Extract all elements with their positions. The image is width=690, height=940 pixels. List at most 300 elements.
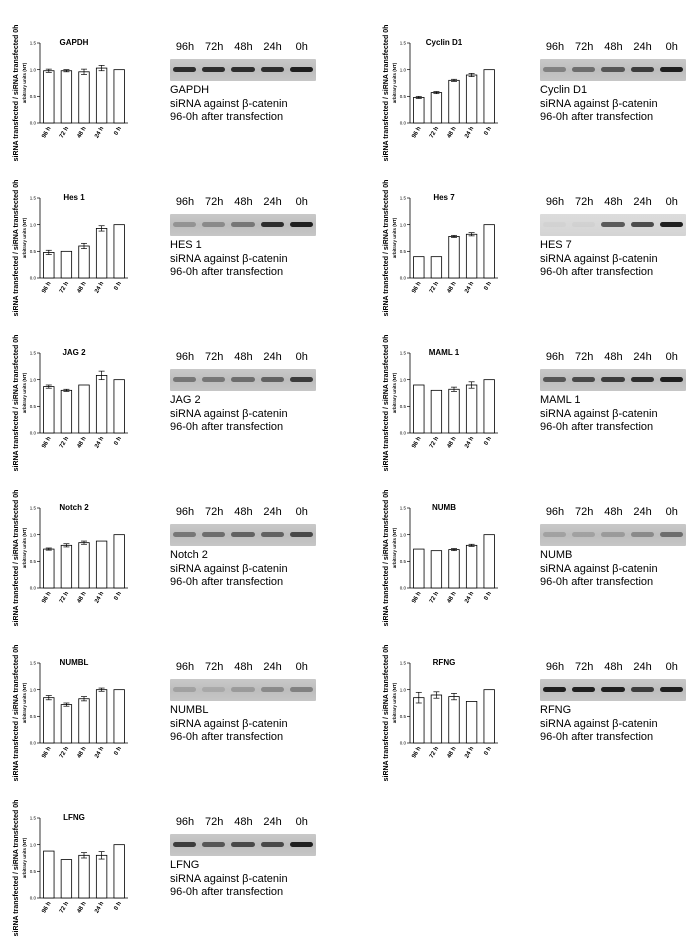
chart-title: Hes 1	[63, 193, 85, 202]
x-tick-label: 96 h	[41, 126, 53, 140]
lane-label: 0h	[665, 506, 678, 518]
y-axis-label: siRNA transfected / siRNA transfected 0h	[383, 644, 390, 782]
chart-title: RFNG	[432, 658, 456, 667]
gel-blot	[170, 369, 316, 391]
lane-label: 96h	[175, 661, 195, 673]
y-axis-sublabel: arbitrary units (NT)	[392, 217, 397, 259]
lane-label: 0h	[665, 41, 678, 53]
x-tick-label: 96 h	[411, 746, 423, 760]
gel-band	[601, 377, 624, 382]
bar	[466, 545, 477, 588]
x-tick-label: 72 h	[428, 746, 441, 760]
y-axis-sublabel: arbitrary units (NT)	[392, 62, 397, 104]
x-tick-label: 0 h	[483, 591, 493, 602]
gel-blot	[540, 524, 686, 546]
gel-band	[261, 377, 284, 382]
x-tick-label: 0 h	[113, 126, 123, 137]
gel-band	[660, 687, 683, 692]
blot-caption	[170, 84, 288, 125]
caption-sirna: siRNA against β-catenin	[170, 717, 288, 730]
x-tick-label: 24 h	[464, 436, 476, 450]
bar	[414, 97, 425, 123]
lane-label: 72h	[205, 351, 224, 363]
caption-time: 96-0h after transfection	[540, 266, 654, 278]
gel-band	[631, 532, 654, 537]
lane-label: 24h	[633, 351, 652, 363]
lane-label: 24h	[633, 661, 652, 673]
bar	[44, 698, 55, 743]
gel-band	[631, 377, 654, 382]
panel-numb	[380, 480, 690, 630]
y-tick-label: 0.0	[29, 895, 36, 901]
lane-label: 24h	[263, 41, 282, 53]
bar	[114, 225, 125, 278]
gel-band	[290, 532, 313, 537]
y-tick-label: 1.0	[399, 687, 406, 693]
bar	[44, 851, 55, 898]
gel-band	[572, 532, 595, 537]
y-tick-label: 1.0	[29, 687, 36, 693]
y-tick-label: 0.0	[399, 585, 406, 591]
chart-title: NUMBL	[59, 658, 89, 667]
lane-label: 0h	[295, 196, 308, 208]
gel-band	[202, 67, 225, 72]
y-tick-label: 0.0	[399, 275, 406, 281]
panel-jag-2	[10, 325, 340, 475]
caption-time: 96-0h after transfection	[170, 731, 284, 743]
chart-title: JAG 2	[62, 348, 86, 357]
gel-blot	[170, 524, 316, 546]
lane-label: 48h	[234, 661, 253, 673]
gel-band	[173, 532, 196, 537]
lane-label: 0h	[295, 351, 308, 363]
lane-label: 72h	[575, 661, 594, 673]
y-axis-label: siRNA transfected / siRNA transfected 0h	[13, 179, 20, 317]
panel-rfng	[380, 635, 690, 785]
y-axis-sublabel: arbitrary units (NT)	[22, 527, 27, 569]
y-axis-sublabel: arbitrary units (NT)	[22, 372, 27, 414]
x-tick-label: 96 h	[41, 746, 53, 760]
y-tick-label: 1.5	[29, 660, 36, 666]
blot-caption	[540, 84, 658, 125]
x-tick-label: 0 h	[483, 746, 493, 757]
bar	[96, 855, 107, 898]
y-tick-label: 1.0	[29, 532, 36, 538]
gel-band	[543, 222, 566, 227]
gel-band	[231, 532, 254, 537]
lane-label: 48h	[604, 351, 623, 363]
panel-hes-7	[380, 170, 690, 320]
x-tick-label: 48 h	[446, 746, 458, 760]
gel-band	[631, 222, 654, 227]
x-tick-label: 48 h	[76, 591, 88, 605]
bar	[431, 695, 442, 743]
lane-label: 0h	[665, 661, 678, 673]
gel-band	[231, 842, 254, 847]
lane-label: 96h	[545, 41, 565, 53]
x-tick-label: 96 h	[41, 281, 53, 295]
gel-band	[173, 842, 196, 847]
lane-label: 24h	[263, 816, 282, 828]
x-tick-label: 24 h	[464, 126, 476, 140]
caption-gene: JAG 2	[170, 394, 201, 406]
gel-band	[231, 377, 254, 382]
x-tick-label: 72 h	[58, 436, 71, 450]
lane-label: 0h	[295, 661, 308, 673]
y-axis-label: siRNA transfected / siRNA transfected 0h	[13, 489, 20, 627]
gel-band	[173, 222, 196, 227]
bar	[79, 385, 90, 433]
bar	[44, 387, 55, 433]
panel-lfng	[10, 790, 340, 940]
caption-time: 96-0h after transfection	[540, 111, 654, 123]
lane-label: 72h	[205, 506, 224, 518]
x-tick-label: 0 h	[113, 281, 123, 292]
gel-band	[601, 67, 624, 72]
y-tick-label: 0.5	[399, 558, 406, 564]
x-tick-label: 48 h	[76, 436, 88, 450]
x-tick-label: 96 h	[411, 281, 423, 295]
x-tick-label: 48 h	[76, 281, 88, 295]
blot-caption	[540, 394, 658, 435]
gel-band	[660, 222, 683, 227]
bar	[114, 845, 125, 898]
gel-band	[290, 222, 313, 227]
y-tick-label: 0.0	[399, 120, 406, 126]
gel-band	[572, 377, 595, 382]
bar-chart	[380, 15, 530, 165]
x-tick-label: 48 h	[446, 126, 458, 140]
caption-sirna: siRNA against β-catenin	[540, 407, 658, 420]
x-tick-label: 0 h	[113, 436, 123, 447]
gel-band	[631, 687, 654, 692]
caption-sirna: siRNA against β-catenin	[540, 252, 658, 265]
y-tick-label: 1.5	[399, 660, 406, 666]
x-tick-label: 24 h	[94, 126, 106, 140]
gel-band	[290, 377, 313, 382]
x-tick-label: 24 h	[464, 281, 476, 295]
caption-gene: NUMB	[540, 549, 573, 561]
gel-band	[543, 532, 566, 537]
y-tick-label: 1.0	[29, 67, 36, 73]
bar-chart	[380, 635, 530, 785]
y-tick-label: 1.5	[29, 195, 36, 201]
gel-band	[173, 67, 196, 72]
gel-blot	[170, 59, 316, 81]
lane-label: 0h	[665, 196, 678, 208]
bar	[79, 246, 90, 278]
y-tick-label: 0.0	[29, 585, 36, 591]
y-tick-label: 0.5	[29, 713, 36, 719]
gel-band	[202, 842, 225, 847]
bar	[466, 701, 477, 743]
y-axis-sublabel: arbitrary units (NT)	[22, 682, 27, 724]
bar-chart	[380, 325, 530, 475]
blot-caption	[170, 394, 288, 435]
x-tick-label: 96 h	[41, 436, 53, 450]
gel-blot	[540, 59, 686, 81]
x-tick-label: 48 h	[76, 746, 88, 760]
gel-band	[290, 67, 313, 72]
gel-band	[572, 687, 595, 692]
chart-title: GAPDH	[59, 38, 89, 47]
caption-gene: MAML 1	[540, 394, 581, 406]
lane-label: 96h	[545, 196, 565, 208]
caption-gene: HES 7	[540, 239, 572, 251]
blot-caption	[540, 704, 658, 745]
y-axis-sublabel: arbitrary units (NT)	[22, 217, 27, 259]
bar	[61, 251, 72, 278]
y-tick-label: 1.0	[29, 222, 36, 228]
bar	[431, 551, 442, 588]
y-tick-label: 1.0	[399, 532, 406, 538]
bar	[61, 545, 72, 588]
caption-gene: HES 1	[170, 239, 202, 251]
panel-cyclin-d1	[380, 15, 690, 165]
y-tick-label: 1.0	[399, 377, 406, 383]
caption-time: 96-0h after transfection	[170, 576, 284, 588]
bar	[484, 225, 495, 278]
gel-band	[543, 687, 566, 692]
blot-caption	[170, 704, 288, 745]
panel-numbl	[10, 635, 340, 785]
x-tick-label: 72 h	[58, 281, 71, 295]
gel-band	[601, 222, 624, 227]
x-tick-label: 96 h	[411, 126, 423, 140]
bar	[431, 257, 442, 278]
blot-caption	[170, 549, 288, 590]
x-tick-label: 24 h	[464, 591, 476, 605]
bar-chart	[10, 325, 160, 475]
gel-band	[660, 67, 683, 72]
bar	[431, 390, 442, 433]
bar	[61, 71, 72, 123]
gel-blot	[540, 214, 686, 236]
caption-time: 96-0h after transfection	[170, 266, 284, 278]
gel-band	[261, 532, 284, 537]
x-tick-label: 24 h	[94, 901, 106, 915]
y-tick-label: 1.5	[399, 195, 406, 201]
caption-sirna: siRNA against β-catenin	[170, 872, 288, 885]
x-tick-label: 72 h	[428, 126, 441, 140]
panel-hes-1	[10, 170, 340, 320]
gel-band	[202, 222, 225, 227]
y-tick-label: 0.5	[399, 713, 406, 719]
bar	[79, 699, 90, 743]
caption-gene: LFNG	[170, 859, 200, 871]
y-tick-label: 1.0	[399, 222, 406, 228]
x-tick-label: 48 h	[446, 281, 458, 295]
bar	[431, 93, 442, 123]
caption-sirna: siRNA against β-catenin	[170, 97, 288, 110]
lane-label: 96h	[175, 816, 195, 828]
gel-band	[202, 687, 225, 692]
gel-band	[601, 532, 624, 537]
lane-label: 0h	[295, 41, 308, 53]
chart-title: MAML 1	[428, 348, 460, 357]
lane-label: 0h	[295, 506, 308, 518]
bar	[484, 70, 495, 123]
gel-blot	[170, 834, 316, 856]
bar	[484, 535, 495, 588]
y-axis-sublabel: arbitrary units (NT)	[392, 527, 397, 569]
bar	[114, 70, 125, 123]
bar	[79, 72, 90, 123]
bar-chart	[10, 170, 160, 320]
blot-caption	[170, 239, 288, 280]
y-tick-label: 1.0	[29, 377, 36, 383]
caption-time: 96-0h after transfection	[540, 576, 654, 588]
y-tick-label: 0.5	[29, 868, 36, 874]
y-tick-label: 1.5	[29, 40, 36, 46]
caption-gene: Notch 2	[170, 549, 208, 561]
caption-gene: NUMBL	[170, 704, 209, 716]
lane-label: 96h	[545, 661, 565, 673]
gel-band	[261, 222, 284, 227]
x-tick-label: 72 h	[428, 436, 441, 450]
x-tick-label: 48 h	[446, 436, 458, 450]
x-tick-label: 0 h	[483, 281, 493, 292]
x-tick-label: 72 h	[58, 591, 71, 605]
gel-band	[173, 687, 196, 692]
bar	[96, 541, 107, 588]
bar	[114, 535, 125, 588]
y-tick-label: 1.5	[29, 350, 36, 356]
bar	[96, 68, 107, 123]
bar	[79, 855, 90, 898]
x-tick-label: 0 h	[483, 126, 493, 137]
gel-band	[261, 842, 284, 847]
lane-label: 24h	[633, 506, 652, 518]
gel-band	[543, 377, 566, 382]
y-axis-sublabel: arbitrary units (NT)	[22, 62, 27, 104]
lane-label: 48h	[234, 41, 253, 53]
y-tick-label: 1.5	[29, 505, 36, 511]
caption-sirna: siRNA against β-catenin	[170, 252, 288, 265]
gel-band	[231, 687, 254, 692]
lane-label: 0h	[665, 351, 678, 363]
bar	[44, 252, 55, 278]
x-tick-label: 96 h	[41, 901, 53, 915]
gel-band	[290, 842, 313, 847]
panel-gapdh	[10, 15, 340, 165]
y-axis-label: siRNA transfected / siRNA transfected 0h	[383, 489, 390, 627]
bar	[466, 75, 477, 123]
bar	[96, 228, 107, 278]
lane-label: 96h	[175, 41, 195, 53]
x-tick-label: 0 h	[113, 746, 123, 757]
y-tick-label: 0.5	[399, 403, 406, 409]
x-tick-label: 24 h	[94, 591, 106, 605]
caption-sirna: siRNA against β-catenin	[540, 97, 658, 110]
x-tick-label: 24 h	[94, 281, 106, 295]
lane-label: 48h	[604, 661, 623, 673]
bar-chart	[380, 480, 530, 630]
y-tick-label: 1.5	[29, 815, 36, 821]
bar-chart	[10, 635, 160, 785]
x-tick-label: 0 h	[113, 591, 123, 602]
bar	[61, 705, 72, 743]
bar	[114, 690, 125, 743]
y-axis-label: siRNA transfected / siRNA transfected 0h	[13, 334, 20, 472]
gel-band	[601, 687, 624, 692]
y-tick-label: 1.0	[29, 842, 36, 848]
y-axis-label: siRNA transfected / siRNA transfected 0h	[13, 24, 20, 162]
gel-blot	[540, 369, 686, 391]
gel-band	[173, 377, 196, 382]
bar	[449, 80, 460, 123]
bar	[61, 860, 72, 898]
bar	[44, 549, 55, 588]
y-tick-label: 0.0	[399, 740, 406, 746]
caption-time: 96-0h after transfection	[170, 111, 284, 123]
bar	[484, 380, 495, 433]
lane-label: 72h	[205, 41, 224, 53]
chart-title: Notch 2	[59, 503, 89, 512]
lane-label: 72h	[575, 41, 594, 53]
chart-title: Cyclin D1	[425, 38, 463, 47]
y-tick-label: 0.5	[29, 558, 36, 564]
bar	[96, 375, 107, 433]
lane-label: 48h	[604, 196, 623, 208]
x-tick-label: 72 h	[428, 281, 441, 295]
x-tick-label: 48 h	[76, 126, 88, 140]
lane-label: 48h	[234, 816, 253, 828]
gel-blot	[170, 214, 316, 236]
y-axis-label: siRNA transfected / siRNA transfected 0h	[383, 179, 390, 317]
x-tick-label: 24 h	[94, 746, 106, 760]
lane-label: 24h	[263, 506, 282, 518]
caption-gene: RFNG	[540, 704, 572, 716]
caption-sirna: siRNA against β-catenin	[540, 717, 658, 730]
caption-sirna: siRNA against β-catenin	[540, 562, 658, 575]
caption-sirna: siRNA against β-catenin	[170, 562, 288, 575]
lane-label: 72h	[205, 661, 224, 673]
x-tick-label: 24 h	[94, 436, 106, 450]
bar	[414, 698, 425, 743]
bar	[449, 697, 460, 743]
chart-title: NUMB	[432, 503, 456, 512]
gel-blot	[540, 679, 686, 701]
lane-label: 72h	[575, 506, 594, 518]
gel-band	[660, 377, 683, 382]
lane-label: 48h	[234, 196, 253, 208]
gel-band	[660, 532, 683, 537]
bar	[96, 690, 107, 743]
blot-caption	[540, 239, 658, 280]
bar	[484, 690, 495, 743]
x-tick-label: 72 h	[58, 746, 71, 760]
caption-gene: GAPDH	[170, 84, 210, 96]
y-tick-label: 0.0	[29, 275, 36, 281]
y-axis-label: siRNA transfected / siRNA transfected 0h	[383, 24, 390, 162]
y-axis-label: siRNA transfected / siRNA transfected 0h	[13, 799, 20, 937]
lane-label: 24h	[633, 41, 652, 53]
x-tick-label: 0 h	[483, 436, 493, 447]
lane-label: 48h	[604, 506, 623, 518]
y-tick-label: 0.5	[29, 403, 36, 409]
lane-label: 24h	[263, 351, 282, 363]
gel-band	[202, 377, 225, 382]
lane-label: 24h	[633, 196, 652, 208]
lane-label: 72h	[575, 196, 594, 208]
gel-band	[290, 687, 313, 692]
caption-sirna: siRNA against β-catenin	[170, 407, 288, 420]
gel-band	[543, 67, 566, 72]
y-tick-label: 0.0	[399, 430, 406, 436]
panel-notch-2	[10, 480, 340, 630]
lane-label: 96h	[175, 506, 195, 518]
